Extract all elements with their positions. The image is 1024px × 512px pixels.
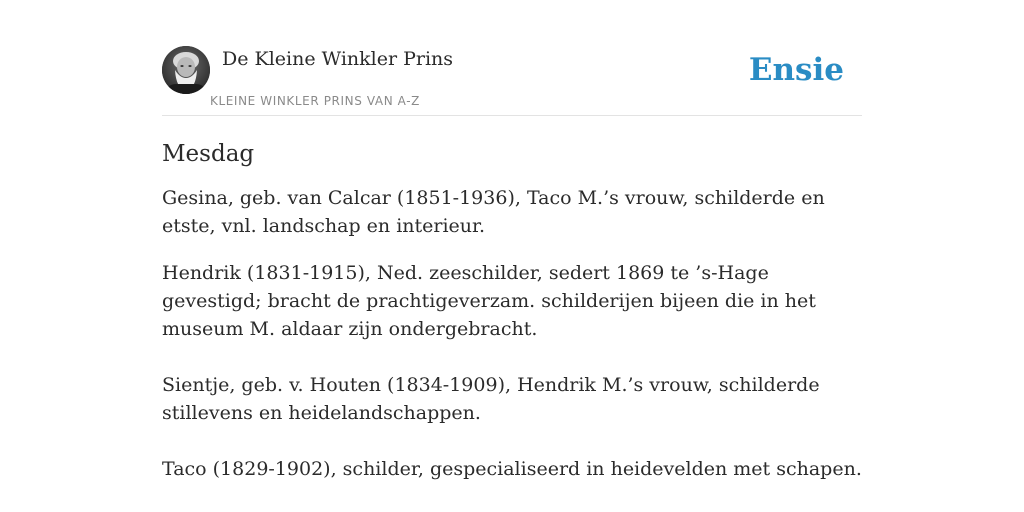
book-subtitle[interactable]: KLEINE WINKLER PRINS VAN A-Z [210, 94, 420, 108]
entry-title: Mesdag [162, 141, 255, 167]
header-divider [162, 115, 862, 116]
entry-content [162, 138, 862, 483]
entry-paragraph: Taco (1829-1902), schilder, gespecialiseerd in heidevelden met schapen. [162, 458, 862, 480]
portrait-icon [162, 46, 210, 94]
entry-paragraph: Gesina, geb. van Calcar (1851-1936), Taco M.’s vrouw, schilderde en etste, vnl. landschap en interieur. [162, 187, 825, 237]
author-avatar[interactable] [162, 46, 210, 94]
entry-paragraph: Sientje, geb. v. Houten (1834-1909), Hendrik M.’s vrouw, schilderde stillevens en heidelandschappen. [162, 374, 820, 424]
book-title[interactable]: De Kleine Winkler Prins [222, 48, 454, 70]
entry-paragraph: Hendrik (1831-1915), Ned. zeeschilder, sedert 1869 te ’s-Hage gevestigd; bracht de prachtigeverzam. schilderijen bijeen die in het museum M. aldaar zijn ondergebracht. [162, 262, 816, 340]
brand-logo[interactable]: Ensie [748, 52, 844, 88]
header [162, 46, 862, 116]
